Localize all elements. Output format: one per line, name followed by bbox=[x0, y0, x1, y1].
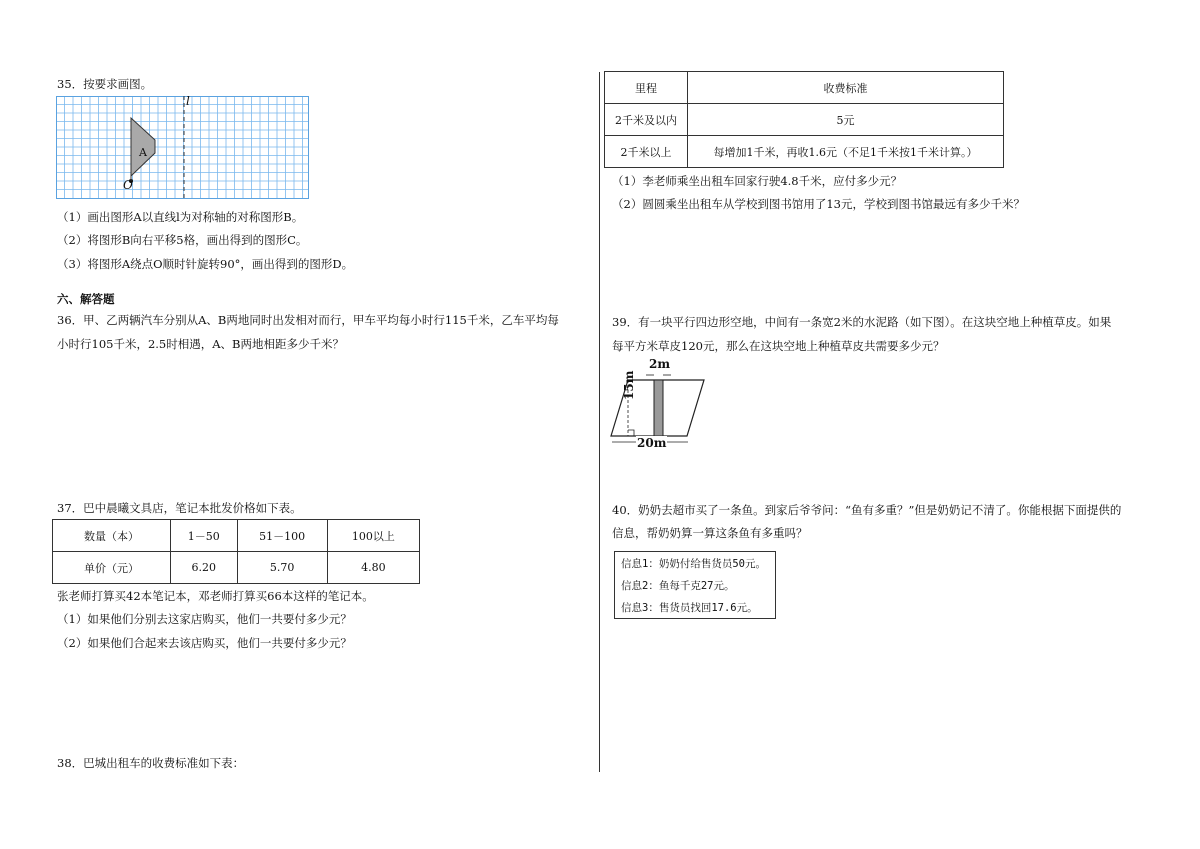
price-table-cell-2: 5.70 bbox=[237, 552, 327, 584]
taxi-fare-table bbox=[604, 71, 1004, 168]
q36-line-2: 小时行105千米，2.5时相遇，A、B两地相距多少千米？ bbox=[57, 337, 344, 351]
q39-line-2: 每平方米草皮120元，那么在这块空地上种植草皮共需要多少元？ bbox=[612, 339, 945, 353]
price-table-header-qty: 数量（本） bbox=[53, 520, 171, 552]
q35-item-1: （1）画出图形A以直线l为对称轴的对称图形B。 bbox=[57, 210, 304, 224]
axis-label-l: l bbox=[186, 94, 190, 108]
label-base: 20m bbox=[637, 436, 667, 450]
price-table-header-range-2: 51－100 bbox=[237, 520, 327, 552]
q35-grid-figure bbox=[56, 96, 312, 200]
price-table-header-range-1: 1－50 bbox=[171, 520, 238, 552]
right-angle-mark bbox=[628, 430, 634, 436]
price-table-header-range-3: 100以上 bbox=[327, 520, 419, 552]
taxi-table-row-2-fare: 每增加1千米，再收1.6元（不足1千米按1千米计算。） bbox=[688, 136, 1004, 168]
q38-title: 38．巴城出租车的收费标准如下表： bbox=[57, 756, 245, 770]
q37-item-2: （2）如果他们合起来去该店购买，他们一共要付多少元？ bbox=[57, 636, 352, 650]
q37-item-1: （1）如果他们分别去这家店购买，他们一共要付多少元？ bbox=[57, 612, 352, 626]
q37-note: 张老师打算买42本笔记本，邓老师打算买66本这样的笔记本。 bbox=[57, 589, 374, 603]
q39-line-1: 39．有一块平行四边形空地，中间有一条宽2米的水泥路（如下图）。在这块空地上种植草皮。如果 bbox=[612, 315, 1112, 329]
grid-border bbox=[57, 97, 309, 199]
q40-info-box bbox=[614, 551, 776, 619]
price-table-row-label: 单价（元） bbox=[53, 552, 171, 584]
q36-line-1: 36．甲、乙两辆汽车分别从A、B两地同时出发相对而行，甲车平均每小时行115千米，乙车平均每 bbox=[57, 313, 559, 327]
q40-line-1: 40．奶奶去超市买了一条鱼。到家后爷爷问：“鱼有多重？”但是奶奶记不清了。你能根据下面提供的 bbox=[612, 503, 1122, 517]
price-table bbox=[52, 519, 420, 584]
q35-item-3: （3）将图形A绕点O顺时针旋转90°，画出得到的图形D。 bbox=[57, 257, 354, 271]
taxi-table-row-1-distance: 2千米及以内 bbox=[605, 104, 688, 136]
price-table-cell-3: 4.80 bbox=[327, 552, 419, 584]
section-6-heading: 六、解答题 bbox=[57, 292, 115, 306]
point-label-o: O bbox=[123, 178, 133, 192]
q40-info-3: 信息3：售货员找回17.6元。 bbox=[621, 602, 758, 614]
q40-line-2: 信息，帮奶奶算一算这条鱼有多重吗？ bbox=[612, 526, 808, 540]
cement-road bbox=[654, 380, 663, 436]
grid-lines bbox=[56, 96, 308, 198]
price-table-cell-1: 6.20 bbox=[171, 552, 238, 584]
taxi-table-row-2-distance: 2千米以上 bbox=[605, 136, 688, 168]
shape-label-a: A bbox=[139, 146, 147, 159]
q35-item-2: （2）将图形B向右平移5格，画出得到的图形C。 bbox=[57, 233, 308, 247]
q35-title: 35．按要求画图。 bbox=[57, 77, 153, 91]
label-road-width: 2m bbox=[649, 357, 671, 371]
taxi-table-header-distance: 里程 bbox=[605, 72, 688, 104]
column-divider bbox=[599, 72, 600, 772]
q37-title: 37．巴中晨曦文具店，笔记本批发价格如下表。 bbox=[57, 501, 302, 515]
taxi-table-row-1-fare: 5元 bbox=[688, 104, 1004, 136]
q40-info-2: 信息2：鱼每千克27元。 bbox=[621, 580, 735, 592]
q38-item-2: （2）圆圆乘坐出租车从学校到图书馆用了13元，学校到图书馆最远有多少千米？ bbox=[612, 197, 1025, 211]
taxi-table-header-fare: 收费标准 bbox=[688, 72, 1004, 104]
label-height: 15m bbox=[622, 370, 636, 400]
q38-item-1: （1）李老师乘坐出租车回家行驶4.8千米，应付多少元？ bbox=[612, 174, 903, 188]
q40-info-1: 信息1：奶奶付给售货员50元。 bbox=[621, 558, 766, 570]
